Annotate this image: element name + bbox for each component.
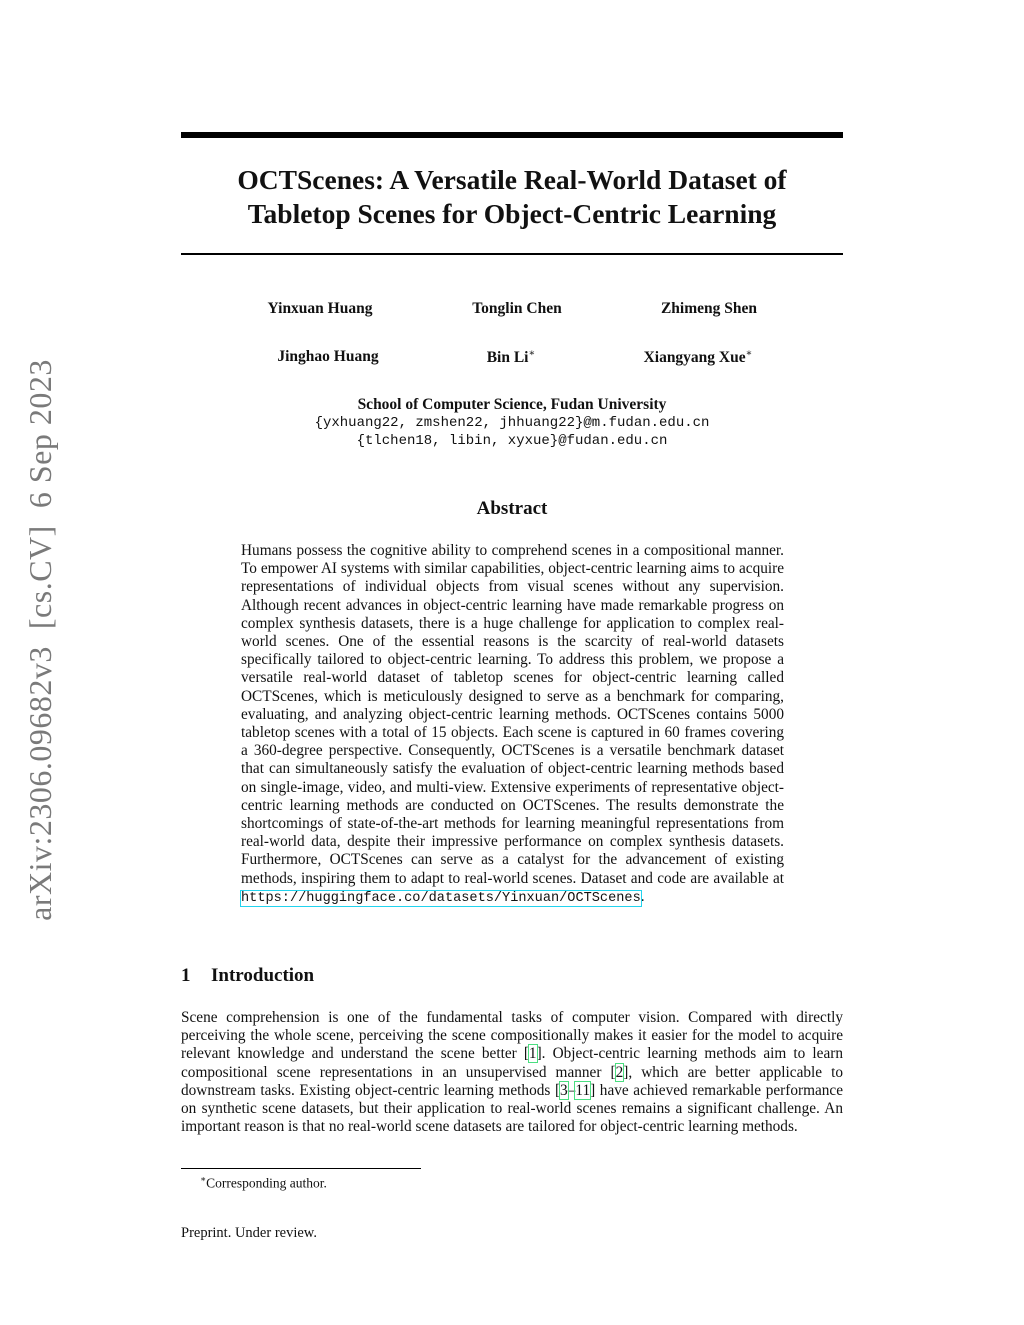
intro-text-2: ]. Object-centric learning methods aim to learn compositional scene representations in an unsupervised manner [ (181, 1045, 843, 1081)
citation-2[interactable]: 2 (615, 1063, 624, 1081)
citation-1[interactable]: 1 (528, 1045, 537, 1063)
preprint-footer: Preprint. Under review. (181, 1225, 317, 1241)
corresponding-mark: ∗ (528, 348, 536, 359)
email-line-2: {tlchen18, libin, xyxue}@fudan.edu.cn (356, 433, 668, 449)
title-bottom-rule (181, 253, 843, 255)
title-line-1: OCTScenes: A Versatile Real-World Dataset of (237, 164, 787, 195)
title-line-2: Tabletop Scenes for Object-Centric Learning (247, 198, 777, 229)
author-2: Tonglin Chen (472, 300, 562, 317)
citation-11[interactable]: 11 (575, 1081, 591, 1099)
abstract-text: Humans possess the cognitive ability to comprehend scenes in a compositional manner. To empower AI systems with similar capabilities, object-centric learning aims to acquire representations of individual objects from visual scenes without any supervision. Although recent advances in object-centric learning have made remarkable progress on complex synthesis datasets, there is a huge challenge for application to complex real-world scenes. One of the essential reasons is the scarcity of real-world datasets specifically tailored to object-centric learning. To address this problem, we propose a versatile real-world dataset of tabletop scenes for object-centric learning called OCTScenes, which is meticulously designed to serve as a benchmark for comparing, evaluating, and analyzing object-centric learning methods. OCTScenes contains 5000 tabletop scenes with a total of 15 objects. Each scene is captured in 60 frames covering a 360-degree perspective. Consequently, OCTScenes is a versatile benchmark dataset that can simultaneously satisfy the evaluation of object-centric learning methods based on single-image, video, and multi-view. Extensive experiments of representative object-centric learning methods are conducted on OCTScenes. The results demonstrate the shortcomings of state-of-the-art methods for learning meaningful representations from real-world data, despite their impressive performance on complex synthesis datasets. Furthermore, OCTScenes can serve as a catalyst for the advancement of existing methods, inspiring them to adapt to real-world scenes. Dataset and code are available at (241, 542, 784, 887)
author-1: Yinxuan Huang (267, 300, 373, 317)
section-heading-introduction (181, 965, 314, 987)
footnote (200, 1174, 327, 1192)
abstract-heading: Abstract (476, 498, 548, 519)
footnote-rule (181, 1168, 421, 1169)
author-4: Jinghao Huang (277, 348, 379, 365)
title-top-rule (181, 132, 843, 138)
affiliation-name: School of Computer Science, Fudan University (357, 396, 667, 413)
author-3: Zhimeng Shen (660, 300, 758, 317)
intro-text-1: Scene comprehension is one of the fundamental tasks of computer vision. Compared with directly perceiving the whole scene, perceiving the scene compositionally makes it easier for the model to acquire relevant knowledge and understand the scene better [ (181, 1009, 843, 1063)
abstract-body (241, 542, 784, 908)
citation-dash: – (567, 1081, 576, 1099)
abstract-end: . (640, 887, 645, 905)
corresponding-mark: ∗ (745, 348, 753, 359)
arxiv-identifier-sidebar: arXiv:2306.09682v3 [cs.CV] 6 Sep 2023 (22, 359, 58, 921)
email-line-1: {yxhuang22, zmshen22, jhhuang22}@m.fudan.edu.cn (314, 415, 710, 431)
section-title: Introduction (211, 965, 315, 986)
citation-3[interactable]: 3 (560, 1081, 568, 1099)
section-number: 1 (181, 965, 191, 986)
intro-text-4: ] have achieved remarkable performance on synthetic scene datasets, but their application to real-world scenes remains a significant challenge. An important reason is that no real-world scene datasets are tailored for object-centric learning methods. (181, 1081, 843, 1136)
author-5: Bin Li∗ (486, 348, 536, 367)
introduction-paragraph (181, 1009, 843, 1136)
author-6: Xiangyang Xue∗ (643, 348, 753, 367)
dataset-link[interactable]: https://huggingface.co/datasets/Yinxuan/OCTScenes (241, 890, 641, 906)
intro-text-3: ], which are better applicable to downstream tasks. Existing object-centric learning methods [ (181, 1063, 844, 1099)
footnote-text: Corresponding author. (206, 1175, 327, 1191)
paper-title (181, 163, 843, 231)
footnote-mark: ∗ (200, 1174, 207, 1184)
